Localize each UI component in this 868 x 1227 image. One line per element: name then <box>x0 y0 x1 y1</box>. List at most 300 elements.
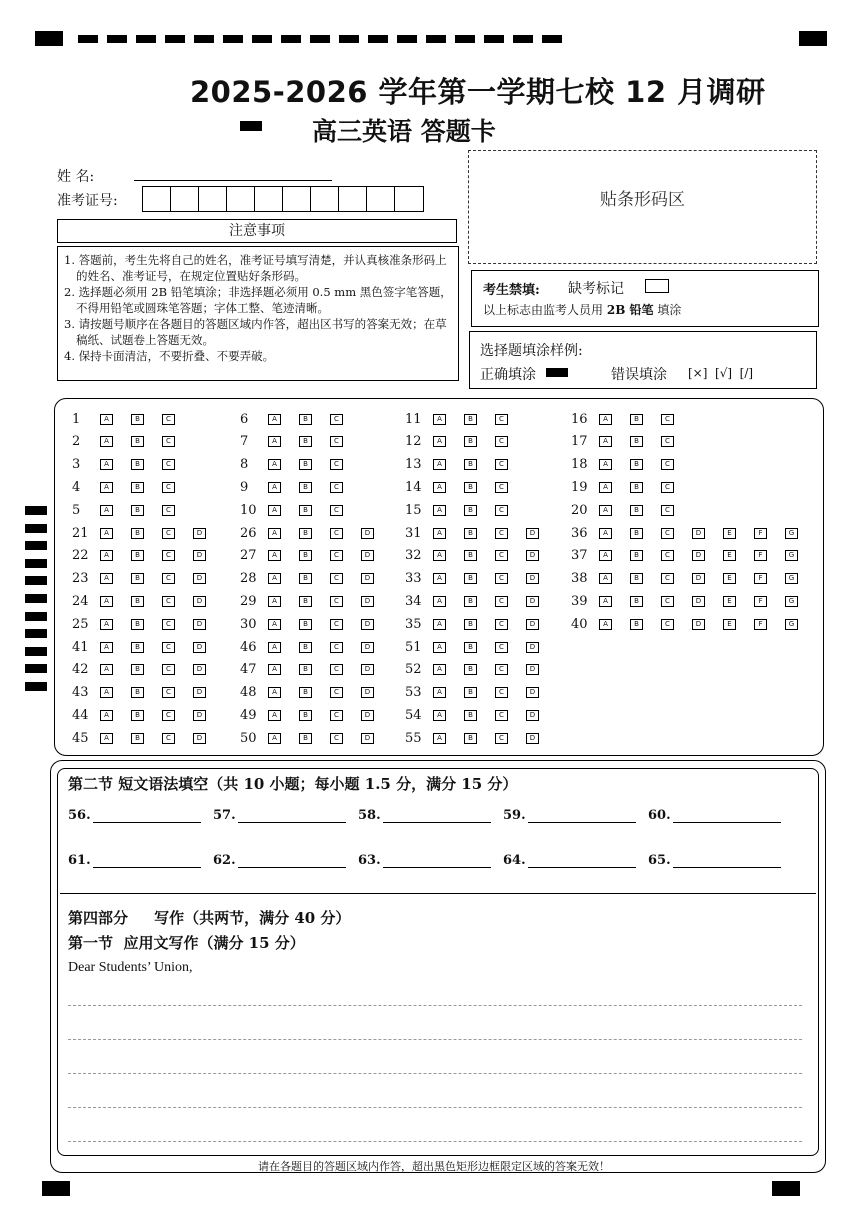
option-bubble-b[interactable]: B <box>299 505 312 516</box>
option-bubble-g[interactable]: G <box>785 528 798 539</box>
option-bubble-a[interactable]: A <box>433 573 446 584</box>
option-bubble-b[interactable]: B <box>131 436 144 447</box>
option-bubble-b[interactable]: B <box>299 619 312 630</box>
option-bubble-d[interactable]: D <box>193 687 206 698</box>
writing-line[interactable] <box>68 1141 802 1142</box>
question-number: 33 <box>405 571 422 587</box>
option-bubble-a[interactable]: A <box>268 664 281 675</box>
fill-number: 63. <box>358 853 381 868</box>
option-bubble-c[interactable]: C <box>330 505 343 516</box>
option-bubble-d[interactable]: D <box>193 573 206 584</box>
option-bubble-a[interactable]: A <box>268 505 281 516</box>
option-bubble-a[interactable]: A <box>268 642 281 653</box>
option-bubble-b[interactable]: B <box>464 642 477 653</box>
option-bubble-g[interactable]: G <box>785 573 798 584</box>
writing-line[interactable] <box>68 1005 802 1006</box>
option-bubble-c[interactable]: C <box>162 573 175 584</box>
option-bubble-c[interactable]: C <box>661 528 674 539</box>
option-bubble-a[interactable]: A <box>100 596 113 607</box>
option-bubble-d[interactable]: D <box>526 687 539 698</box>
option-bubble-e[interactable]: E <box>723 619 736 630</box>
wrong-fill-samples: [×] [√] [/] <box>688 366 754 380</box>
option-bubble-c[interactable]: C <box>495 436 508 447</box>
question-number: 42 <box>72 662 89 678</box>
option-bubble-b[interactable]: B <box>464 459 477 470</box>
option-bubble-a[interactable]: A <box>433 550 446 561</box>
option-bubble-c[interactable]: C <box>162 482 175 493</box>
option-bubble-d[interactable]: D <box>193 550 206 561</box>
option-bubble-b[interactable]: B <box>131 596 144 607</box>
question-number: 36 <box>571 525 588 541</box>
option-bubble-b[interactable]: B <box>299 459 312 470</box>
option-bubble-a[interactable]: A <box>433 482 446 493</box>
fill-line[interactable] <box>673 853 781 868</box>
fill-line[interactable] <box>93 853 201 868</box>
option-bubble-b[interactable]: B <box>464 687 477 698</box>
option-bubble-b[interactable]: B <box>299 482 312 493</box>
option-bubble-c[interactable]: C <box>330 664 343 675</box>
option-bubble-a[interactable]: A <box>433 664 446 675</box>
option-bubble-c[interactable]: C <box>495 482 508 493</box>
option-bubble-c[interactable]: C <box>330 482 343 493</box>
option-bubble-b[interactable]: B <box>630 436 643 447</box>
option-bubble-a[interactable]: A <box>599 596 612 607</box>
option-bubble-a[interactable]: A <box>433 619 446 630</box>
option-bubble-b[interactable]: B <box>464 596 477 607</box>
fill-blank[interactable] <box>358 853 491 868</box>
option-bubble-a[interactable]: A <box>599 482 612 493</box>
option-bubble-b[interactable]: B <box>131 528 144 539</box>
option-bubble-a[interactable]: A <box>599 573 612 584</box>
option-bubble-a[interactable]: A <box>100 436 113 447</box>
option-bubble-g[interactable]: G <box>785 619 798 630</box>
question-number: 24 <box>72 593 89 609</box>
timing-mark <box>194 35 214 43</box>
option-bubble-b[interactable]: B <box>131 573 144 584</box>
option-bubble-a[interactable]: A <box>100 550 113 561</box>
option-bubble-b[interactable]: B <box>464 505 477 516</box>
option-bubble-a[interactable]: A <box>268 619 281 630</box>
option-bubble-d[interactable]: D <box>193 596 206 607</box>
option-bubble-a[interactable]: A <box>433 436 446 447</box>
option-bubble-b[interactable]: B <box>464 482 477 493</box>
question-number: 5 <box>72 502 81 518</box>
option-bubble-d[interactable]: D <box>526 664 539 675</box>
option-bubble-c[interactable]: C <box>330 619 343 630</box>
option-bubble-c[interactable]: C <box>162 436 175 447</box>
option-bubble-b[interactable]: B <box>299 573 312 584</box>
question-number: 41 <box>72 639 89 655</box>
option-bubble-a[interactable]: A <box>599 528 612 539</box>
option-bubble-d[interactable]: D <box>361 710 374 721</box>
fill-number: 57. <box>213 808 236 823</box>
option-bubble-a[interactable]: A <box>100 687 113 698</box>
option-bubble-b[interactable]: B <box>299 710 312 721</box>
question-row <box>72 592 224 610</box>
option-bubble-c[interactable]: C <box>661 596 674 607</box>
absence-box <box>471 270 819 327</box>
question-number: 51 <box>405 639 422 655</box>
option-bubble-d[interactable]: D <box>526 710 539 721</box>
option-bubble-e[interactable]: E <box>723 573 736 584</box>
option-bubble-d[interactable]: D <box>361 550 374 561</box>
option-bubble-c[interactable]: C <box>162 642 175 653</box>
option-bubble-a[interactable]: A <box>599 414 612 425</box>
option-bubble-d[interactable]: D <box>193 642 206 653</box>
option-bubble-d[interactable]: D <box>361 664 374 675</box>
name-field[interactable] <box>134 180 332 181</box>
option-bubble-b[interactable]: B <box>299 528 312 539</box>
option-bubble-a[interactable]: A <box>268 596 281 607</box>
question-row <box>72 684 224 702</box>
notice-item: 4. 保持卡面清洁，不要折叠、不要弄破。 <box>64 349 275 363</box>
option-bubble-d[interactable]: D <box>526 619 539 630</box>
option-bubble-c[interactable]: C <box>330 459 343 470</box>
option-bubble-a[interactable]: A <box>268 687 281 698</box>
timing-mark <box>25 506 47 515</box>
option-bubble-c[interactable]: C <box>495 733 508 744</box>
option-bubble-b[interactable]: B <box>464 414 477 425</box>
option-bubble-d[interactable]: D <box>692 528 705 539</box>
option-bubble-b[interactable]: B <box>630 619 643 630</box>
fill-blank[interactable] <box>503 808 636 823</box>
option-bubble-b[interactable]: B <box>299 596 312 607</box>
question-number: 2 <box>72 434 81 450</box>
option-bubble-d[interactable]: D <box>361 642 374 653</box>
option-bubble-c[interactable]: C <box>330 687 343 698</box>
option-bubble-b[interactable]: B <box>464 710 477 721</box>
option-bubble-a[interactable]: A <box>599 619 612 630</box>
absence-mark-checkbox[interactable] <box>645 279 669 293</box>
option-bubble-e[interactable]: E <box>723 550 736 561</box>
section2-heading: 第二节 短文语法填空（共 10 小题；每小题 1.5 分，满分 15 分） <box>68 775 518 793</box>
fill-line[interactable] <box>528 853 636 868</box>
fill-blank[interactable] <box>68 808 201 823</box>
question-number: 27 <box>240 548 257 564</box>
question-number: 46 <box>240 639 257 655</box>
question-row <box>405 615 557 633</box>
option-bubble-c[interactable]: C <box>162 528 175 539</box>
option-bubble-b[interactable]: B <box>299 733 312 744</box>
option-bubble-c[interactable]: C <box>330 573 343 584</box>
option-bubble-c[interactable]: C <box>162 733 175 744</box>
option-bubble-a[interactable]: A <box>599 505 612 516</box>
option-bubble-b[interactable]: B <box>630 459 643 470</box>
option-bubble-a[interactable]: A <box>268 528 281 539</box>
option-bubble-b[interactable]: B <box>131 664 144 675</box>
option-bubble-c[interactable]: C <box>330 550 343 561</box>
option-bubble-b[interactable]: B <box>131 482 144 493</box>
option-bubble-b[interactable]: B <box>464 619 477 630</box>
option-bubble-b[interactable]: B <box>131 642 144 653</box>
option-bubble-c[interactable]: C <box>330 733 343 744</box>
question-number: 20 <box>571 502 588 518</box>
option-bubble-d[interactable]: D <box>692 619 705 630</box>
option-bubble-c[interactable]: C <box>330 436 343 447</box>
option-bubble-d[interactable]: D <box>193 528 206 539</box>
option-bubble-b[interactable]: B <box>131 733 144 744</box>
fill-line[interactable] <box>238 808 346 823</box>
timing-mark <box>165 35 185 43</box>
fill-line[interactable] <box>238 853 346 868</box>
option-bubble-d[interactable]: D <box>361 596 374 607</box>
question-number: 48 <box>240 685 257 701</box>
option-bubble-e[interactable]: E <box>723 596 736 607</box>
option-bubble-c[interactable]: C <box>330 528 343 539</box>
option-bubble-a[interactable]: A <box>433 687 446 698</box>
option-bubble-a[interactable]: A <box>433 710 446 721</box>
timing-mark <box>25 541 47 550</box>
option-bubble-a[interactable]: A <box>100 710 113 721</box>
option-bubble-d[interactable]: D <box>361 573 374 584</box>
option-bubble-a[interactable]: A <box>599 550 612 561</box>
fill-blank[interactable] <box>68 853 201 868</box>
option-bubble-c[interactable]: C <box>661 459 674 470</box>
option-bubble-a[interactable]: A <box>433 459 446 470</box>
option-bubble-a[interactable]: A <box>100 619 113 630</box>
option-bubble-b[interactable]: B <box>630 550 643 561</box>
question-number: 18 <box>571 457 588 473</box>
option-bubble-b[interactable]: B <box>464 733 477 744</box>
writing-line[interactable] <box>68 1073 802 1074</box>
option-bubble-b[interactable]: B <box>131 505 144 516</box>
option-bubble-e[interactable]: E <box>723 528 736 539</box>
fill-line[interactable] <box>93 808 201 823</box>
option-bubble-a[interactable]: A <box>100 482 113 493</box>
question-number: 39 <box>571 593 588 609</box>
question-number: 3 <box>72 457 81 473</box>
fill-blank[interactable] <box>358 808 491 823</box>
option-bubble-b[interactable]: B <box>464 436 477 447</box>
option-bubble-d[interactable]: D <box>361 687 374 698</box>
option-bubble-a[interactable]: A <box>100 573 113 584</box>
fill-blank[interactable] <box>213 808 346 823</box>
option-bubble-b[interactable]: B <box>131 459 144 470</box>
option-bubble-c[interactable]: C <box>495 710 508 721</box>
option-bubble-a[interactable]: A <box>268 710 281 721</box>
option-bubble-g[interactable]: G <box>785 550 798 561</box>
option-bubble-c[interactable]: C <box>495 414 508 425</box>
option-bubble-b[interactable]: B <box>630 573 643 584</box>
notice-heading: 注意事项 <box>229 223 285 239</box>
question-row <box>240 729 392 747</box>
option-bubble-b[interactable]: B <box>464 664 477 675</box>
option-bubble-d[interactable]: D <box>361 619 374 630</box>
option-bubble-f[interactable]: F <box>754 528 767 539</box>
fill-number: 61. <box>68 853 91 868</box>
option-bubble-c[interactable]: C <box>162 550 175 561</box>
option-bubble-d[interactable]: D <box>361 528 374 539</box>
option-bubble-a[interactable]: A <box>100 664 113 675</box>
question-row <box>405 410 526 428</box>
option-bubble-c[interactable]: C <box>661 505 674 516</box>
option-bubble-c[interactable]: C <box>495 573 508 584</box>
option-bubble-d[interactable]: D <box>526 573 539 584</box>
option-bubble-d[interactable]: D <box>526 596 539 607</box>
option-bubble-a[interactable]: A <box>100 733 113 744</box>
option-bubble-a[interactable]: A <box>433 733 446 744</box>
option-bubble-a[interactable]: A <box>100 528 113 539</box>
option-bubble-c[interactable]: C <box>162 414 175 425</box>
question-row <box>72 615 224 633</box>
option-bubble-d[interactable]: D <box>692 573 705 584</box>
question-row <box>240 456 361 474</box>
timing-mark <box>136 35 156 43</box>
option-bubble-g[interactable]: G <box>785 596 798 607</box>
section4-heading: 第四部分 写作（共两节，满分 40 分） <box>68 909 351 927</box>
option-bubble-a[interactable]: A <box>100 642 113 653</box>
option-bubble-c[interactable]: C <box>495 619 508 630</box>
fill-line[interactable] <box>528 808 636 823</box>
option-bubble-c[interactable]: C <box>661 550 674 561</box>
id-number-field[interactable] <box>142 186 424 212</box>
option-bubble-b[interactable]: B <box>131 550 144 561</box>
option-bubble-a[interactable]: A <box>100 459 113 470</box>
option-bubble-d[interactable]: D <box>526 528 539 539</box>
question-row <box>72 547 224 565</box>
option-bubble-b[interactable]: B <box>299 687 312 698</box>
option-bubble-a[interactable]: A <box>268 573 281 584</box>
option-bubble-c[interactable]: C <box>495 528 508 539</box>
option-bubble-a[interactable]: A <box>433 505 446 516</box>
question-row <box>405 592 557 610</box>
option-bubble-f[interactable]: F <box>754 596 767 607</box>
option-bubble-b[interactable]: B <box>299 664 312 675</box>
option-bubble-c[interactable]: C <box>661 414 674 425</box>
option-bubble-a[interactable]: A <box>599 459 612 470</box>
option-bubble-c[interactable]: C <box>162 505 175 516</box>
question-number: 12 <box>405 434 422 450</box>
option-bubble-d[interactable]: D <box>526 550 539 561</box>
fill-blank[interactable] <box>213 853 346 868</box>
option-bubble-c[interactable]: C <box>330 710 343 721</box>
barcode-label: 贴条形码区 <box>600 190 685 210</box>
option-bubble-f[interactable]: F <box>754 550 767 561</box>
timing-mark <box>339 35 359 43</box>
option-bubble-f[interactable]: F <box>754 619 767 630</box>
option-bubble-b[interactable]: B <box>131 710 144 721</box>
option-bubble-c[interactable]: C <box>495 664 508 675</box>
option-bubble-b[interactable]: B <box>630 505 643 516</box>
question-number: 23 <box>72 571 89 587</box>
option-bubble-d[interactable]: D <box>526 642 539 653</box>
question-number: 55 <box>405 730 422 746</box>
option-bubble-c[interactable]: C <box>162 596 175 607</box>
option-bubble-d[interactable]: D <box>193 664 206 675</box>
option-bubble-b[interactable]: B <box>464 573 477 584</box>
option-bubble-a[interactable]: A <box>268 482 281 493</box>
option-bubble-a[interactable]: A <box>100 505 113 516</box>
option-bubble-a[interactable]: A <box>268 414 281 425</box>
option-bubble-c[interactable]: C <box>495 550 508 561</box>
option-bubble-c[interactable]: C <box>162 710 175 721</box>
notice-item: 2. 选择题必须用 2B 铅笔填涂；非选择题必须用 0.5 mm 黑色签字笔答题，不得用铅笔或圆珠笔答题；字体工整、笔迹清晰。 <box>64 285 452 315</box>
option-bubble-b[interactable]: B <box>299 414 312 425</box>
option-bubble-a[interactable]: A <box>268 550 281 561</box>
option-bubble-b[interactable]: B <box>299 642 312 653</box>
option-bubble-c[interactable]: C <box>495 687 508 698</box>
option-bubble-d[interactable]: D <box>361 733 374 744</box>
option-bubble-c[interactable]: C <box>162 664 175 675</box>
sample-heading: 选择题填涂样例: <box>480 343 583 359</box>
question-number: 49 <box>240 707 257 723</box>
option-bubble-c[interactable]: C <box>661 436 674 447</box>
option-bubble-c[interactable]: C <box>661 482 674 493</box>
option-bubble-c[interactable]: C <box>162 459 175 470</box>
option-bubble-b[interactable]: B <box>464 528 477 539</box>
option-bubble-c[interactable]: C <box>330 596 343 607</box>
option-bubble-c[interactable]: C <box>661 619 674 630</box>
option-bubble-f[interactable]: F <box>754 573 767 584</box>
writing-line[interactable] <box>68 1039 802 1040</box>
option-bubble-c[interactable]: C <box>661 573 674 584</box>
option-bubble-c[interactable]: C <box>495 459 508 470</box>
option-bubble-b[interactable]: B <box>299 550 312 561</box>
option-bubble-b[interactable]: B <box>131 619 144 630</box>
question-row <box>240 661 392 679</box>
fill-line[interactable] <box>383 853 491 868</box>
question-row <box>571 570 816 588</box>
option-bubble-a[interactable]: A <box>100 414 113 425</box>
option-bubble-b[interactable]: B <box>630 528 643 539</box>
question-row <box>405 478 526 496</box>
option-bubble-c[interactable]: C <box>330 642 343 653</box>
option-bubble-d[interactable]: D <box>692 550 705 561</box>
timing-mark <box>542 35 562 43</box>
timing-mark <box>252 35 272 43</box>
option-bubble-d[interactable]: D <box>193 710 206 721</box>
fill-line[interactable] <box>673 808 781 823</box>
option-bubble-c[interactable]: C <box>330 414 343 425</box>
option-bubble-a[interactable]: A <box>599 436 612 447</box>
option-bubble-c[interactable]: C <box>495 505 508 516</box>
option-bubble-a[interactable]: A <box>268 733 281 744</box>
option-bubble-d[interactable]: D <box>526 733 539 744</box>
fill-blank[interactable] <box>648 853 781 868</box>
option-bubble-b[interactable]: B <box>464 550 477 561</box>
fill-blank[interactable] <box>503 853 636 868</box>
option-bubble-b[interactable]: B <box>630 596 643 607</box>
option-bubble-d[interactable]: D <box>193 733 206 744</box>
writing-line[interactable] <box>68 1107 802 1108</box>
question-row <box>405 501 526 519</box>
option-bubble-b[interactable]: B <box>131 414 144 425</box>
fill-line[interactable] <box>383 808 491 823</box>
option-bubble-a[interactable]: A <box>433 596 446 607</box>
option-bubble-b[interactable]: B <box>299 436 312 447</box>
option-bubble-c[interactable]: C <box>495 596 508 607</box>
option-bubble-a[interactable]: A <box>433 414 446 425</box>
option-bubble-c[interactable]: C <box>495 642 508 653</box>
fill-blank[interactable] <box>648 808 781 823</box>
question-number: 4 <box>72 479 81 495</box>
option-bubble-a[interactable]: A <box>433 528 446 539</box>
timing-mark <box>513 35 533 43</box>
option-bubble-a[interactable]: A <box>268 459 281 470</box>
option-bubble-b[interactable]: B <box>630 482 643 493</box>
option-bubble-b[interactable]: B <box>630 414 643 425</box>
option-bubble-b[interactable]: B <box>131 687 144 698</box>
option-bubble-c[interactable]: C <box>162 619 175 630</box>
option-bubble-a[interactable]: A <box>268 436 281 447</box>
registration-mark-top-left <box>35 31 63 46</box>
option-bubble-c[interactable]: C <box>162 687 175 698</box>
option-bubble-d[interactable]: D <box>692 596 705 607</box>
option-bubble-a[interactable]: A <box>433 642 446 653</box>
timing-mark <box>397 35 417 43</box>
option-bubble-d[interactable]: D <box>193 619 206 630</box>
timing-mark <box>25 576 47 585</box>
